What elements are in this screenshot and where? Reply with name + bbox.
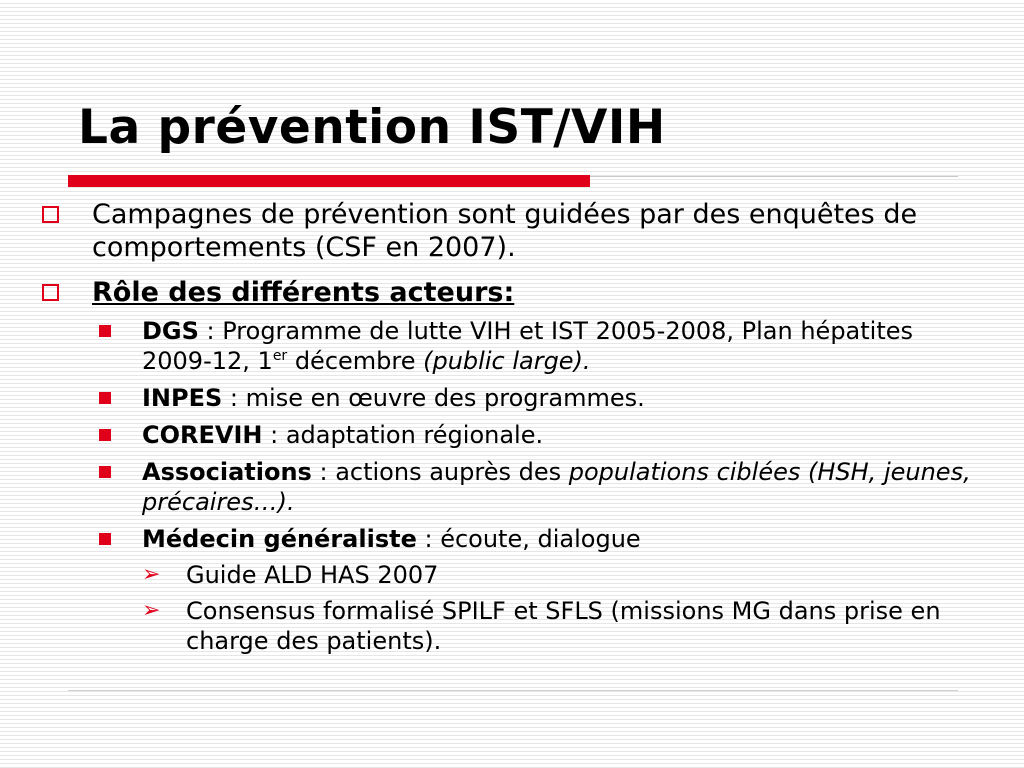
bullet-heading: Rôle des différents acteurs: [92,277,515,308]
filled-square-icon [99,429,111,441]
actor-text: : Programme de lutte VIH et IST 2005-2008, Plan hépatites 2009-12, 1 [142,317,914,375]
subitem-text: Guide ALD HAS 2007 [186,561,439,589]
superscript: er [272,348,288,364]
subbullet-corevih [142,420,980,450]
actor-text: : adaptation régionale. [262,421,544,449]
arrowhead-icon: ➢ [142,598,161,623]
subitem-text: Consensus formalisé SPILF et SFLS (missions MG dans prise en charge des patients). [186,597,941,655]
title-accent-bar [68,175,590,187]
actor-text-cont: décembre [287,347,424,375]
actor-text: : mise en œuvre des programmes. [222,384,645,412]
subbullet-inpes [142,383,980,413]
actor-label: Médecin généraliste [142,525,417,553]
subsubbullet-guide [142,560,980,590]
slide-body [40,198,980,656]
actor-italic: (public large). [423,347,591,375]
slide-title: La prévention IST/VIH [78,100,666,155]
bullet-text: Campagnes de prévention sont guidées par des enquêtes de comportements (CSF en 2007). [92,199,918,263]
actor-label: COREVIH [142,421,263,449]
filled-square-icon [99,392,111,404]
actor-label: Associations [142,458,312,486]
actor-text: : actions auprès des [311,458,569,486]
filled-square-icon [99,533,111,545]
filled-square-icon [99,466,111,478]
subbullet-associations [142,457,980,517]
actor-text: : écoute, dialogue [416,525,641,553]
actor-italic: populations ciblées (HSH, jeunes, précaires…). [142,458,971,516]
bullet-role [40,276,980,309]
arrowhead-icon: ➢ [142,562,161,587]
hollow-square-icon [42,284,59,301]
subbullet-medecin [142,524,980,554]
subsubbullet-consensus [142,596,980,656]
actor-label: DGS [142,317,199,345]
actor-label: INPES [142,384,223,412]
footer-divider-line [68,690,958,691]
filled-square-icon [99,325,111,337]
bullet-campagnes [40,198,980,264]
subbullet-dgs [142,316,980,376]
hollow-square-icon [42,206,59,223]
